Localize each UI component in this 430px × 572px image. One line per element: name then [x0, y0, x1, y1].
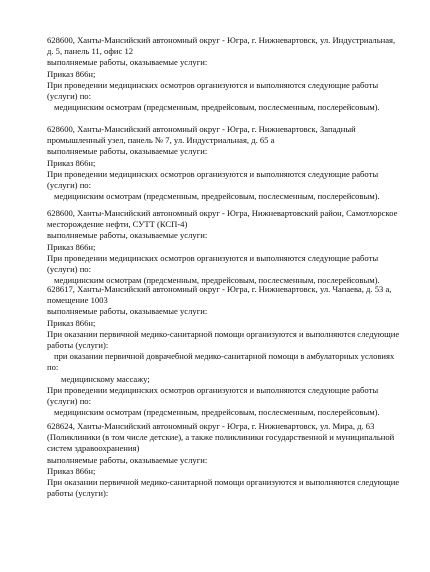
document-line: медицинским осмотрам (предсменным, предрейсовым, послесменным, послерейсовым). — [54, 191, 380, 202]
document-line: работы (услуги): — [47, 340, 109, 351]
document-line: выполняемые работы, оказываемые услуги: — [47, 146, 208, 157]
address-block-4 — [47, 284, 409, 418]
document-line: 628624, Ханты-Мансийский автономный округ - Югра, г. Нижневартовск, ул. Мира, д. 63 — [47, 421, 375, 431]
document-line: д. 5, панель 11, офис 12 — [47, 46, 134, 57]
document-line: месторождение нефти, СУТТ (КСП-4) — [47, 219, 188, 230]
document-line: При оказании первичной медико-санитарной помощи организуются и выполняются следующие — [47, 328, 400, 339]
document-line: помещение 1003 — [47, 295, 108, 306]
document-line: медицинским осмотрам (предсменным, предрейсовым, послесменным, послерейсовым). — [54, 407, 380, 418]
document-line: при оказании первичной доврачебной медико-санитарной помощи в амбулаторных условиях — [54, 351, 395, 362]
document-line: медицинским осмотрам (предсменным, предрейсовым, послесменным, послерейсовым). — [54, 102, 380, 113]
address-block-2 — [47, 124, 409, 202]
document-line: систем здравоохранения) — [47, 443, 140, 454]
document-line: выполняемые работы, оказываемые услуги: — [47, 230, 208, 241]
document-line: 628617, Ханты-Мансийский автономный округ - Югра, г. Нижневартовск, ул. Чапаева, д. 53 а, — [47, 284, 392, 294]
document-line: Приказ 866н; — [47, 68, 96, 79]
address-block-1 — [47, 35, 409, 113]
document-line: Приказ 866н; — [47, 317, 96, 328]
document-line: При оказании первичной медико-санитарной помощи организуются и выполняются следующие — [47, 477, 400, 488]
address-block-5 — [47, 421, 409, 499]
document-line: по: — [47, 362, 59, 373]
document-line: При проведении медицинских осмотров организуются и выполняются следующие работы — [47, 252, 379, 263]
document-line: 628600, Ханты-Мансийский автономный округ - Югра, Нижневартовский район, Самотлорское — [47, 208, 398, 218]
document-line: (услуги) по: — [47, 396, 91, 407]
document-line: выполняемые работы, оказываемые услуги: — [47, 454, 208, 465]
document-line: При проведении медицинских осмотров организуются и выполняются следующие работы — [47, 168, 379, 179]
document-line: При проведении медицинских осмотров организуются и выполняются следующие работы — [47, 384, 379, 395]
document-line: медицинскому массажу; — [61, 373, 150, 384]
document-line: (Поликлиники (в том числе детские), а также поликлиники государственной и муниципальной — [47, 432, 395, 443]
document-line: (услуги) по: — [47, 264, 91, 275]
document-line: промышленный узел, панель № 7, ул. Индустриальная, д. 65 а — [47, 135, 275, 146]
document-line: работы (услуги): — [47, 488, 109, 499]
document-line: 628600, Ханты-Мансийский автономный округ - Югра, г. Нижневартовск, ул. Индустриальная, — [47, 35, 396, 45]
document-line: (услуги) по: — [47, 91, 91, 102]
document-line: выполняемые работы, оказываемые услуги: — [47, 57, 208, 68]
document-line: 628600, Ханты-Мансийский автономный округ - Югра, г. Нижневартовск, Западный — [47, 124, 356, 134]
document-line: медицинским осмотрам (предсменным, предрейсовым, послесменным, послерейсовым). — [54, 275, 380, 286]
document-line: Приказ 866н; — [47, 465, 96, 476]
document-line: При проведении медицинских осмотров организуются и выполняются следующие работы — [47, 79, 379, 90]
document-line: Приказ 866н; — [47, 241, 96, 252]
address-block-3 — [47, 208, 409, 286]
document-line: выполняемые работы, оказываемые услуги: — [47, 306, 208, 317]
document-line: Приказ 866н; — [47, 157, 96, 168]
document-line: (услуги) по: — [47, 180, 91, 191]
